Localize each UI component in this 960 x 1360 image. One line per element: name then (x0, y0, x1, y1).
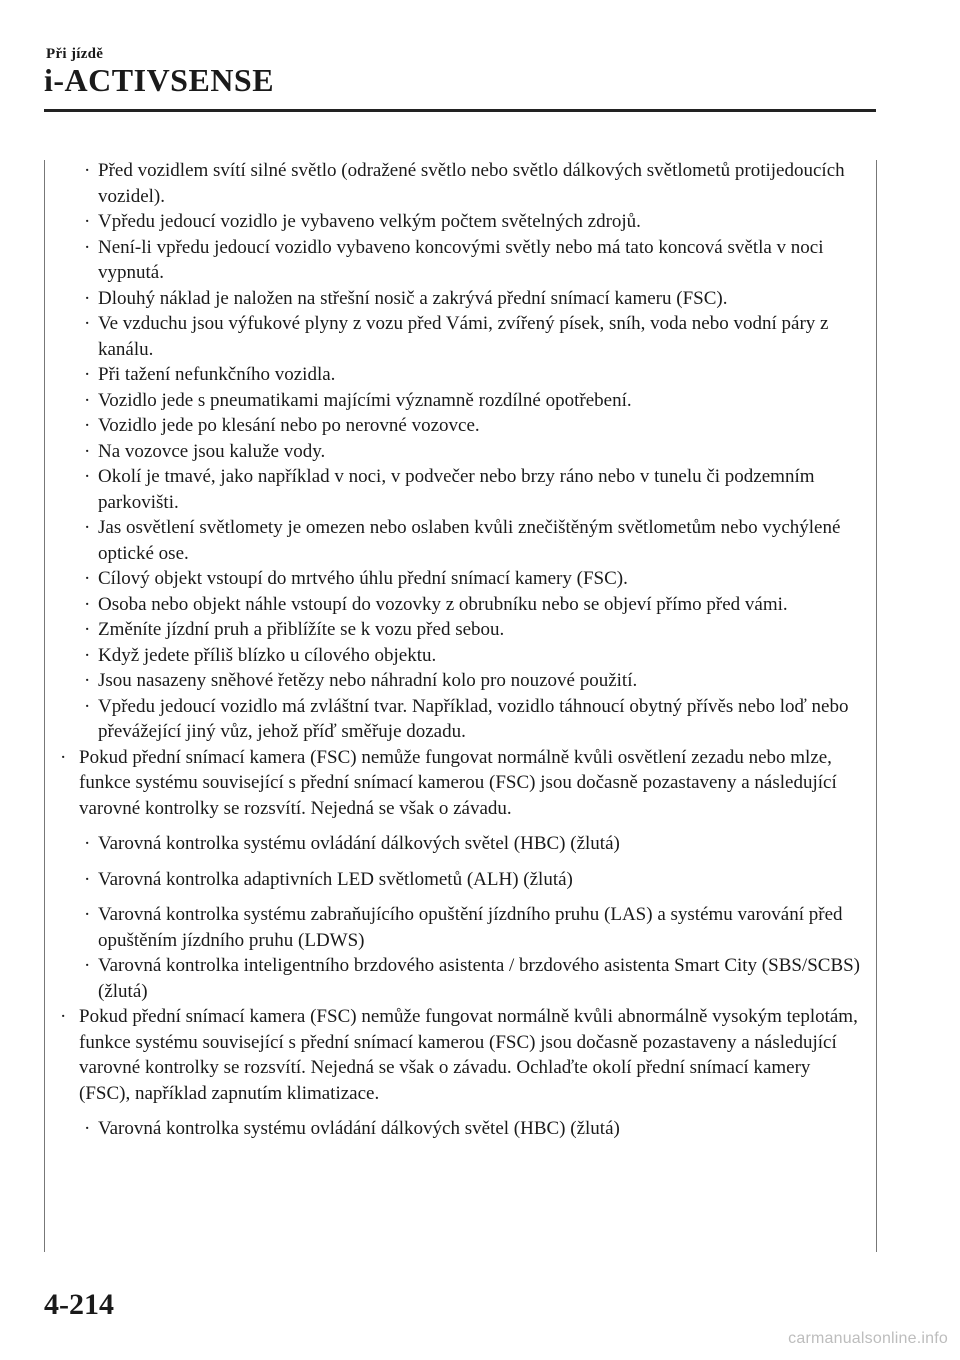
bullet-icon: · (84, 440, 91, 462)
paragraph-high-temperature: · Pokud přední snímací kamera (FSC) nemůže fungovat normálně kvůli abnormálně vysokým teplotám, funkce systému související s přední snímací kamerou (FSC) jsou dočasně pozastaveny a následující varovné kontrolky se rozsvítí. Nejedná se však o závadu. Ochlaďte okolí přední snímací kamery (FSC), například zapnutím klimatizace. (60, 1006, 858, 1104)
list-item: · Vozidlo jede s pneumatikami majícími významně rozdílné opotřebení. (58, 388, 863, 414)
page-title: i-ACTIVSENSE (44, 62, 275, 98)
bullet-icon: · (84, 833, 91, 854)
bullet-icon: · (84, 619, 91, 640)
list-item: · Ve vzduchu jsou výfukové plyny z vozu před Vámi, zvířený písek, sníh, voda nebo vodní páry z kanálu. (84, 313, 829, 360)
bullet-icon: · (84, 236, 91, 258)
bullet-icon: · (84, 670, 91, 691)
bullet-icon: · (84, 644, 91, 666)
list-item: · Dlouhý náklad je naložen na střešní nosič a zakrývá přední snímací kameru (FSC). (58, 286, 863, 312)
list-item: · Varovná kontrolka inteligentního brzdového asistenta / brzdového asistenta Smart City (SBS/SCBS) (žlutá) (84, 955, 861, 1002)
bullet-icon: · (84, 955, 91, 976)
title-rule (44, 109, 876, 112)
paragraph-backlight: · Pokud přední snímací kamera (FSC) nemůže fungovat normálně kvůli osvětlení zezadu nebo mlze, funkce systému související s přední snímací kamerou (FSC) jsou dočasně pozastaveny a následující varovné kontrolky se rozsvítí. Nejedná se však o závadu. (60, 746, 837, 819)
list-item: · Varovná kontrolka systému zabraňujícího opuštění jízdního pruhu (LAS) a systému varování před opuštěním jízdního pruhu (LDWS) (84, 904, 843, 951)
list-item: · Jsou nasazeny sněhové řetězy nebo náhradní kolo pro nouzové použití. (58, 668, 863, 694)
bullet-icon: · (84, 593, 91, 615)
bullet-icon: · (84, 211, 91, 232)
bullet-icon: · (84, 287, 91, 309)
warning-lights-list-2 (58, 1116, 863, 1142)
page-number: 4-214 (44, 1288, 114, 1321)
bullet-icon: · (84, 364, 91, 385)
list-item: · Vpředu jedoucí vozidlo je vybaveno velkým počtem světelných zdrojů. (58, 209, 863, 235)
bullet-icon: · (84, 568, 91, 589)
bullet-icon: · (84, 313, 91, 334)
list-item: · Při tažení nefunkčního vozidla. (58, 362, 863, 388)
watermark: carmanualsonline.info (788, 1330, 948, 1347)
list-item: · Osoba nebo objekt náhle vstoupí do vozovky z obrubníku nebo se objeví přímo před vámi. (58, 592, 863, 618)
list-item: · Na vozovce jsou kaluže vody. (58, 439, 863, 465)
list-item: · Vozidlo jede po klesání nebo po nerovné vozovce. (58, 413, 863, 439)
bullet-icon: · (84, 466, 91, 487)
bullet-icon: · (84, 389, 91, 411)
list-item: · Cílový objekt vstoupí do mrtvého úhlu přední snímací kamery (FSC). (58, 566, 863, 592)
bullet-icon: · (84, 160, 91, 181)
left-margin-rule (44, 160, 45, 1252)
list-item: · Není-li vpředu jedoucí vozidlo vybaveno koncovými světly nebo má tato koncová světla v noci vypnutá. (84, 236, 824, 283)
warning-lights-list (58, 831, 863, 1004)
list-item: · Okolí je tmavé, jako například v noci, v podvečer nebo brzy ráno nebo v tunelu či podzemním parkovišti. (84, 466, 815, 513)
list-item: · Varovná kontrolka systému ovládání dálkových světel (HBC) (žlutá) (58, 831, 863, 857)
list-item: · Změníte jízdní pruh a přiblížíte se k vozu před sebou. (58, 617, 863, 643)
list-item: · Před vozidlem svítí silné světlo (odražené světlo nebo světlo dálkových světlometů protijedoucích vozidel). (84, 160, 845, 207)
bullet-icon: · (84, 415, 91, 436)
bullet-icon: · (84, 695, 91, 717)
bullet-icon: · (84, 517, 91, 538)
bullet-icon: · (84, 904, 91, 925)
list-item: · Varovná kontrolka adaptivních LED světlometů (ALH) (žlutá) (58, 867, 863, 893)
list-item: · Vpředu jedoucí vozidlo má zvláštní tvar. Například, vozidlo táhnoucí obytný přívěs nebo loď nebo převážející jiný vůz, jehož příď směřuje dozadu. (84, 695, 849, 742)
list-item: · Když jedete příliš blízko u cílového objektu. (58, 643, 863, 669)
section-label: Při jízdě (46, 46, 104, 62)
bullet-icon: · (60, 746, 67, 768)
bullet-icon: · (84, 868, 91, 890)
right-margin-rule (876, 160, 877, 1252)
list-item: · Varovná kontrolka systému ovládání dálkových světel (HBC) (žlutá) (58, 1116, 863, 1142)
bullet-icon: · (84, 1118, 91, 1139)
list-item: · Jas osvětlení světlomety je omezen nebo oslaben kvůli znečištěným světlometům nebo vychýlené optické ose. (84, 517, 841, 564)
conditions-list (58, 158, 863, 745)
body-content (58, 158, 863, 1142)
bullet-icon: · (60, 1006, 67, 1027)
